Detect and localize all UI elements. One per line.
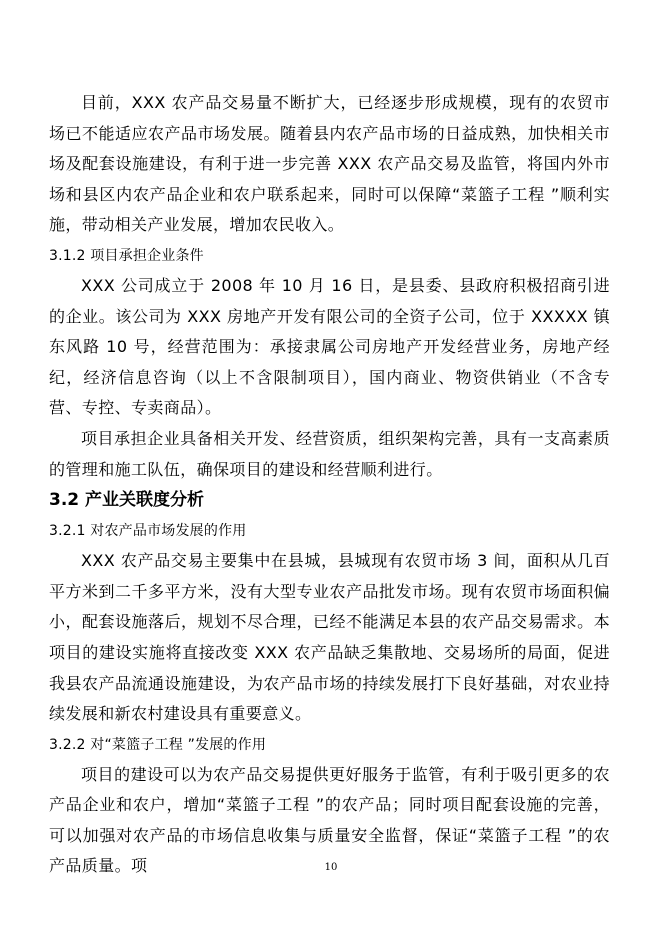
heading-3-2-2: 3.2.2 对“菜篮子工程 ”发展的作用 [49,736,267,753]
paragraph-market-development: 目前，XXX 农产品交易量不断扩大，已经逐步形成规模，现有的农贸市场已不能适应农产品市场发展。随着县内农产品市场的日益成熟，加快相关市场及配套设施建设，有利于进一步完善 XXX 农产品交易及监管，将国内外市场和县区内农产品企业和农户联系起来，同时可以保障“菜篮子工程 ”顺利实施，带动相关产业发展，增加农民收入。 [49,93,610,235]
paragraph-vegetable-basket-role: 项目的建设可以为农产品交易提供更好服务于监管，有利于吸引更多的农产品企业和农户，增加“菜篮子工程 ”的农产品；同时项目配套设施的完善，可以加强对农产品的市场信息收集与质量安全监督，保证“菜篮子工程 ”的农产品质量。项 [49,764,610,876]
paragraph-market-role: XXX 农产品交易主要集中在县城，县城现有农贸市场 3 间，面积从几百平方米到二千多平方米，没有大型专业农产品批发市场。现有农贸市场面积偏小，配套设施落后，规划不尽合理，已经不能满足本县的农产品交易需求。本项目的建设实施将直接改变 XXX 农产品缺乏集散地、交易场所的局面，促进我县农产品流通设施建设，为农产品市场的持续发展打下良好基础，对农业持续发展和新农村建设具有重要意义。 [49,551,610,724]
heading-3-2-1: 3.2.1 对农产品市场发展的作用 [49,523,247,540]
page-body [49,88,610,882]
paragraph-enterprise-qualifications: 项目承担企业具备相关开发、经营资质，组织架构完善，具有一支高素质的管理和施工队伍，确保项目的建设和经营顺利进行。 [49,428,610,479]
heading-3-2: 3.2 产业关联度分析 [49,490,205,511]
page-number: 10 [324,862,338,873]
paragraph-company-profile: XXX 公司成立于 2008 年 10 月 16 日，是县委、县政府积极招商引进的企业。该公司为 XXX 房地产开发有限公司的全资子公司，位于 XXXXX 镇东风路 10 号，经营范围为：承接隶属公司房地产开发经营业务，房地产经纪，经济信息咨询（以上不含限制项目），国内商业、物资供销业（不含专营、专控、专卖商品）。 [49,275,610,418]
heading-3-1-2: 3.1.2 项目承担企业条件 [49,247,204,264]
